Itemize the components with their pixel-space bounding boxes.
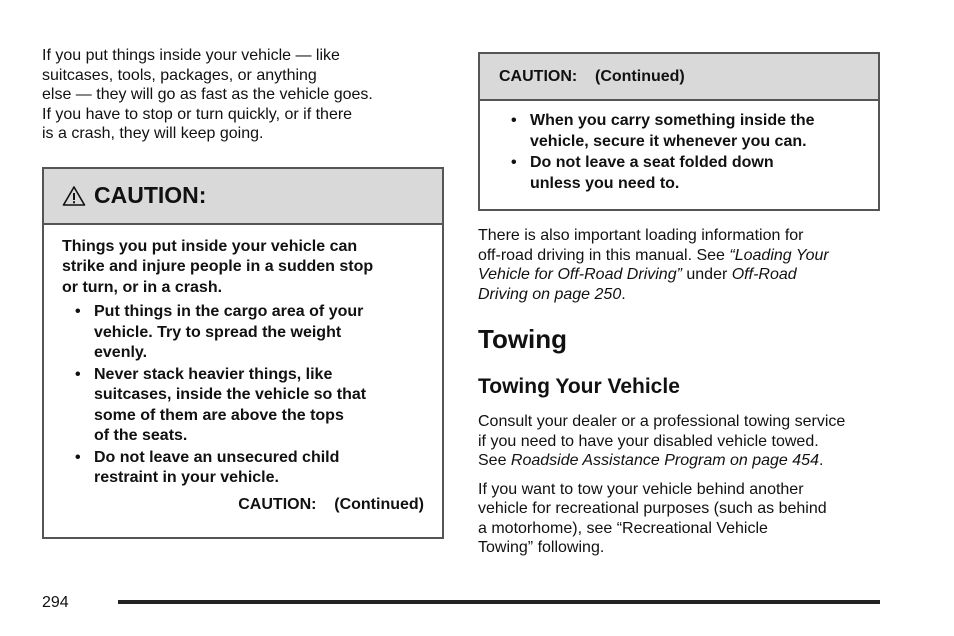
caution-continued-box [478,52,880,211]
caution-lead: Things you put inside your vehicle can strike and injure people in a sudden stop or turn, or in a crash. [62,237,374,296]
caution-continued-list [498,111,860,194]
list-item: • Put things in the cargo area of your vehicle. Try to spread the weight evenly. [75,303,364,361]
caution-continued-header: CAUTION: (Continued) [480,54,878,101]
right-column [478,52,880,558]
consult-paragraph: Consult your dealer or a professional towing service if you need to have your disabled vehicle towed. See Roadside Assistance Program on page 454. [478,413,846,469]
footer-rule [118,600,880,604]
caution-title: CAUTION: [94,182,207,208]
caution-header [44,169,442,225]
caution-bullet-list [62,302,424,489]
loading-link: “Loading Your [729,246,829,264]
roadside-link: Roadside Assistance Program on page 454 [510,452,819,469]
list-item: • Do not leave an unsecured child restraint in your vehicle. [75,448,340,486]
caution-continued-note: CAUTION: (Continued) [238,495,424,513]
subsection-title: Towing Your Vehicle [478,375,680,398]
tow-paragraph: If you want to tow your vehicle behind another vehicle for recreational purposes (such as behind a motorhome), see “Recreational Vehicle Towing” following. [478,480,827,556]
list-item: • Never stack heavier things, like suitcases, inside the vehicle so that some of them are above the tops of the seats. [75,365,367,444]
caution-box [42,167,444,540]
left-column [42,46,444,539]
intro-paragraph: If you put things inside your vehicle — like suitcases, tools, packages, or anything else — they will go as fast as the vehicle goes. If you have to stop or turn quickly, or if there is a crash, they will keep going. [42,47,373,142]
section-title: Towing [478,324,568,354]
list-item: • Do not leave a seat folded down unless you need to. [511,154,774,192]
caution-body [44,225,442,538]
list-item: • When you carry something inside the vehicle, secure it whenever you can. [511,112,815,150]
loading-info-paragraph: There is also important loading information for off-road driving in this manual. See “Loading Your Vehicle for Off-Road Driving” under Off-Road Driving on page 250. [478,227,829,303]
caution-continued-body [480,101,878,209]
warning-triangle-icon [62,185,86,207]
page-number: 294 [42,594,69,611]
